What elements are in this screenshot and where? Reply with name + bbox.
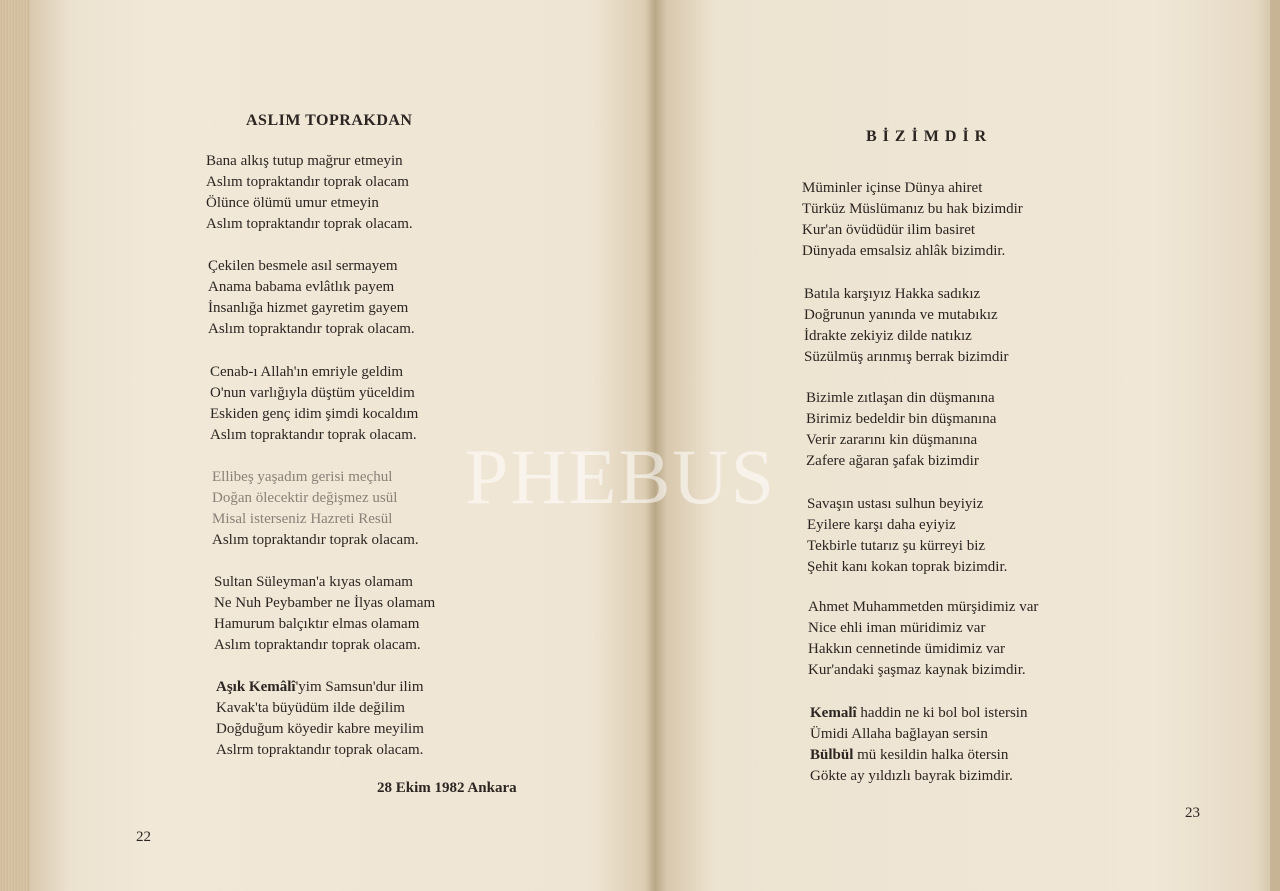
page-number: 23: [1185, 805, 1200, 821]
bold-word: Bülbül: [810, 747, 854, 763]
verse-line: [216, 677, 424, 698]
right-page-edge: [1270, 0, 1280, 891]
verse-line: Aslım topraktandır toprak olacam.: [210, 427, 417, 443]
verse-line: Ne Nuh Peybamber ne İlyas olamam: [214, 595, 436, 611]
verse-line: Misal isterseniz Hazreti Resül: [212, 511, 393, 527]
verse-line: Doğduğum köyedir kabre meyilim: [216, 721, 424, 737]
right-stanza-6: [810, 703, 1027, 787]
poem-date: 28 Ekim 1982 Ankara: [377, 780, 517, 796]
verse-line: Çekilen besmele asıl sermayem: [208, 258, 398, 274]
verse-line: Doğrunun yanında ve mutabıkız: [804, 307, 998, 323]
left-poem-title: ASLIM TOPRAKDAN: [246, 112, 413, 129]
left-stanza-4: [212, 467, 419, 551]
watermark: PHEBUS: [465, 433, 777, 520]
verse-line: Aslım topraktandır toprak olacam.: [208, 321, 415, 337]
verse-text: haddin ne ki bol bol istersin: [856, 705, 1028, 721]
verse-line: Kavak'ta büyüdüm ilde değilim: [216, 700, 405, 716]
verse-line: [810, 703, 1027, 724]
verse-line: Nice ehli iman müridimiz var: [808, 620, 986, 636]
verse-line: İdrakte zekiyiz dilde natıkız: [804, 328, 972, 344]
verse-line: Türküz Müslümanız bu hak bizimdir: [802, 201, 1023, 217]
right-poem-title: BİZİMDİR: [866, 128, 993, 145]
verse-line: Şehit kanı kokan toprak bizimdir.: [807, 559, 1008, 575]
verse-line: Aslrm topraktandır toprak olacam.: [216, 742, 424, 758]
right-stanza-2: [804, 284, 1009, 368]
verse-text: mü kesildin halka ötersin: [853, 747, 1009, 763]
right-stanza-5: [808, 597, 1038, 681]
verse-line: Eskiden genç idim şimdi kocaldım: [210, 406, 419, 422]
left-stanza-6: [216, 677, 424, 761]
verse-line: Süzülmüş arınmış berrak bizimdir: [804, 349, 1009, 365]
verse-line: Aslım topraktandır toprak olacam.: [214, 637, 421, 653]
verse-line: Cenab-ı Allah'ın emriyle geldim: [210, 364, 404, 380]
verse-line: Ahmet Muhammetden mürşidimiz var: [808, 599, 1039, 615]
page-edges: [0, 0, 30, 891]
verse-line: Batıla karşıyız Hakka sadıkız: [804, 286, 981, 302]
author-name: Kemalî: [810, 705, 857, 721]
verse-line: Dünyada emsalsiz ahlâk bizimdir.: [802, 243, 1006, 259]
left-stanza-2: [208, 256, 415, 340]
verse-line: Tekbirle tutarız şu kürreyi biz: [807, 538, 986, 554]
left-stanza-5: [214, 572, 435, 656]
verse-line: Hakkın cennetinde ümidimiz var: [808, 641, 1006, 657]
verse-line: Ellibeş yaşadım gerisi meçhul: [212, 469, 393, 485]
verse-line: Aslım topraktandır toprak olacam.: [206, 216, 413, 232]
verse-line: Eyilere karşı daha eyiyiz: [807, 517, 956, 533]
verse-line: Kur'an övüdüdür ilim basiret: [802, 222, 976, 238]
verse-line: Zafere ağaran şafak bizimdir: [806, 453, 979, 469]
verse-line: Hamurum balçıktır elmas olamam: [214, 616, 420, 632]
verse-line: Aslım topraktandır toprak olacam.: [212, 532, 419, 548]
verse-line: Birimiz bedeldir bin düşmanına: [806, 411, 997, 427]
verse-line: Savaşın ustası sulhun beyiyiz: [807, 496, 984, 512]
verse-line: Bana alkış tutup mağrur etmeyin: [206, 153, 403, 169]
verse-line: Verir zararını kin düşmanına: [806, 432, 978, 448]
verse-line: O'nun varlığıyla düştüm yüceldim: [210, 385, 415, 401]
verse-line: İnsanlığa hizmet gayretim gayem: [208, 300, 409, 316]
right-stanza-4: [807, 494, 1007, 578]
verse-line: Kur'andaki şaşmaz kaynak bizimdir.: [808, 662, 1026, 678]
verse-text: 'yim Samsun'dur ilim: [295, 679, 424, 695]
verse-line: Ölünce ölümü umur etmeyin: [206, 195, 379, 211]
verse-line: Müminler içinse Dünya ahiret: [802, 180, 983, 196]
verse-line: Gökte ay yıldızlı bayrak bizimdir.: [810, 768, 1013, 784]
right-stanza-3: [806, 388, 996, 472]
left-stanza-3: [210, 362, 418, 446]
right-stanza-1: [802, 178, 1023, 262]
verse-line: Doğan ölecektir değişmez usül: [212, 490, 398, 506]
verse-line: Anama babama evlâtlık payem: [208, 279, 395, 295]
page-number: 22: [136, 829, 151, 845]
author-name: Aşık Kemâlî: [216, 679, 296, 695]
verse-line: Bizimle zıtlaşan din düşmanına: [806, 390, 995, 406]
verse-line: Aslım topraktandır toprak olacam: [206, 174, 409, 190]
verse-line: Ümidi Allaha bağlayan sersin: [810, 726, 988, 742]
verse-line: Sultan Süleyman'a kıyas olamam: [214, 574, 413, 590]
left-stanza-1: [206, 151, 413, 235]
verse-line: [810, 745, 1027, 766]
